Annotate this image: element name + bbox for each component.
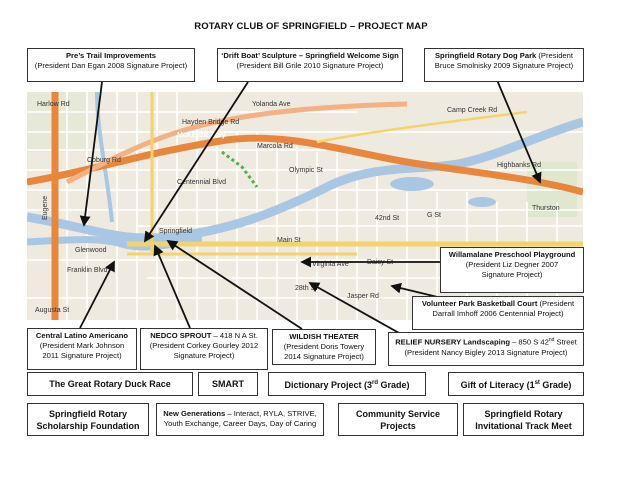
- callout-heading: WILDISH THEATER: [289, 332, 359, 341]
- callout-relief-nursery: [388, 332, 584, 366]
- map-label-franklin: Franklin Blvd: [67, 267, 108, 274]
- callout-heading: Springfield Rotary Dog Park: [434, 51, 537, 60]
- callout-heading-tail: – 850 S 42: [509, 337, 549, 347]
- callout-heading-tail: (President: [537, 299, 575, 308]
- program-label-sup: rd: [372, 380, 378, 386]
- program-label: Dictionary Project (3: [284, 380, 372, 390]
- map-label-glenwood: Glenwood: [75, 247, 107, 254]
- callout-nedco: [140, 328, 268, 370]
- callout-heading: Pre’s Trail Improvements: [65, 51, 157, 60]
- map-label-hayden: Hayden Bridge Rd: [182, 119, 240, 126]
- callout-dog-park: [424, 48, 584, 82]
- callout-willamalane: [440, 247, 584, 293]
- program-label: Springfield Rotary: [484, 408, 563, 419]
- program-label: SMART: [212, 379, 244, 389]
- program-label-tail: – Interact, RYLA, STRIVE,: [225, 409, 317, 418]
- program-label-end: Grade): [378, 380, 410, 390]
- program-new-generations: [156, 403, 324, 436]
- callout-sub-2: Signature Project): [173, 351, 235, 360]
- map-label-camp-creek: Camp Creek Rd: [447, 107, 498, 114]
- map-label-42nd: 42nd St: [375, 215, 400, 222]
- program-label: The Great Rotary Duck Race: [49, 379, 171, 389]
- map-label-daisy: Daisy St: [367, 259, 394, 266]
- program-label-end: Grade): [539, 380, 572, 390]
- callout-sub-2: Signature Project): [481, 270, 543, 279]
- program-label: Gift of Literacy (1: [460, 380, 535, 390]
- callout-wildish: [272, 329, 376, 365]
- map-label-eugene: Eugene: [42, 195, 49, 220]
- callout-pres-trail: [27, 48, 195, 82]
- callout-heading: NEDCO SPROUT: [150, 331, 212, 340]
- callout-heading-end: Street: [554, 337, 577, 347]
- callout-heading: Volunteer Park Basketball Court: [421, 299, 538, 308]
- callout-heading: ‘Drift Boat’ Sculpture – Springfield Welcome Sign: [221, 51, 399, 60]
- map-label-yolanda: Yolanda Ave: [252, 101, 291, 108]
- callout-volunteer-park: [412, 296, 584, 330]
- map-label-olympic: Olympic St: [289, 167, 323, 174]
- map-label-augusta: Augusta St: [35, 307, 70, 314]
- map-label-thurston: Thurston: [532, 205, 560, 212]
- map-label-jasper: Jasper Rd: [347, 293, 379, 300]
- map-label-virginia: Virginia Ave: [312, 261, 349, 268]
- program-label-2: Projects: [380, 420, 416, 431]
- callout-sub: (President Doris Towery: [283, 342, 365, 351]
- map-label-g-st: G St: [427, 212, 442, 219]
- callout-sub: Bruce Smolnisky 2009 Signature Project): [434, 61, 574, 70]
- callout-sub: Darrall Imhoff 2006 Centennial Project): [432, 309, 564, 318]
- program-label-2: Scholarship Foundation: [36, 420, 140, 431]
- callout-sub: (President Liz Degner 2007: [465, 260, 559, 269]
- callout-drift-boat: [217, 48, 403, 82]
- map-label-mckenzie: McKenzie Hwy: [177, 132, 226, 139]
- callout-sub-2: 2014 Signature Project): [284, 352, 364, 361]
- program-track-meet: [463, 403, 584, 436]
- program-label: Community Service: [355, 408, 441, 419]
- map-label-springfield: Springfield: [159, 228, 193, 235]
- program-duck-race: [27, 372, 193, 396]
- page-title: ROTARY CLUB OF SPRINGFIELD – PROJECT MAP: [194, 21, 428, 32]
- callout-sub: (President Corkey Gourley 2012: [149, 341, 259, 350]
- pond-2: [468, 197, 496, 207]
- program-smart: [198, 372, 258, 396]
- callout-central-latino: [27, 328, 137, 370]
- map-label-harlow: Harlow Rd: [37, 101, 70, 108]
- pond: [390, 177, 434, 191]
- program-scholarship: [27, 403, 149, 436]
- map-label-main: Main St: [277, 237, 301, 244]
- callout-heading: Willamalane Preschool Playground: [448, 250, 576, 259]
- callout-sub-2: 2011 Signature Project): [42, 351, 122, 360]
- map-label-coburg: Coburg Rd: [87, 157, 121, 164]
- callout-heading-tail: – 418 N A St.: [211, 331, 258, 340]
- program-literacy: [448, 372, 584, 396]
- callout-heading-sup: nd: [548, 337, 555, 343]
- program-community-service: [338, 403, 458, 436]
- map-label-highbanks: Highbanks Rd: [497, 162, 541, 169]
- program-label: Springfield Rotary: [48, 408, 127, 419]
- map-label-28th: 28th St: [295, 285, 318, 292]
- program-label: New Generations: [163, 409, 226, 418]
- callout-heading: Central Latino Americano: [35, 331, 129, 340]
- callout-sub: (President Bill Grile 2010 Signature Project): [236, 61, 384, 70]
- program-dictionary: [268, 372, 426, 396]
- program-label-2: Youth Exchange, Career Days, Day of Caring: [163, 419, 317, 428]
- map-label-marcola: Marcola Rd: [257, 143, 293, 150]
- program-label-2: Invitational Track Meet: [475, 420, 572, 431]
- program-label-sup: st: [534, 380, 540, 386]
- callout-heading-tail: (President: [536, 51, 573, 60]
- map-label-centennial: Centennial Blvd: [177, 179, 227, 186]
- callout-sub: (President Dan Egan 2008 Signature Project): [34, 61, 188, 70]
- callout-sub: (President Mark Johnson: [39, 341, 125, 350]
- callout-sub: (President Nancy Bigley 2013 Signature Project): [404, 347, 568, 357]
- callout-heading: RELIEF NURSERY Landscaping: [395, 337, 510, 347]
